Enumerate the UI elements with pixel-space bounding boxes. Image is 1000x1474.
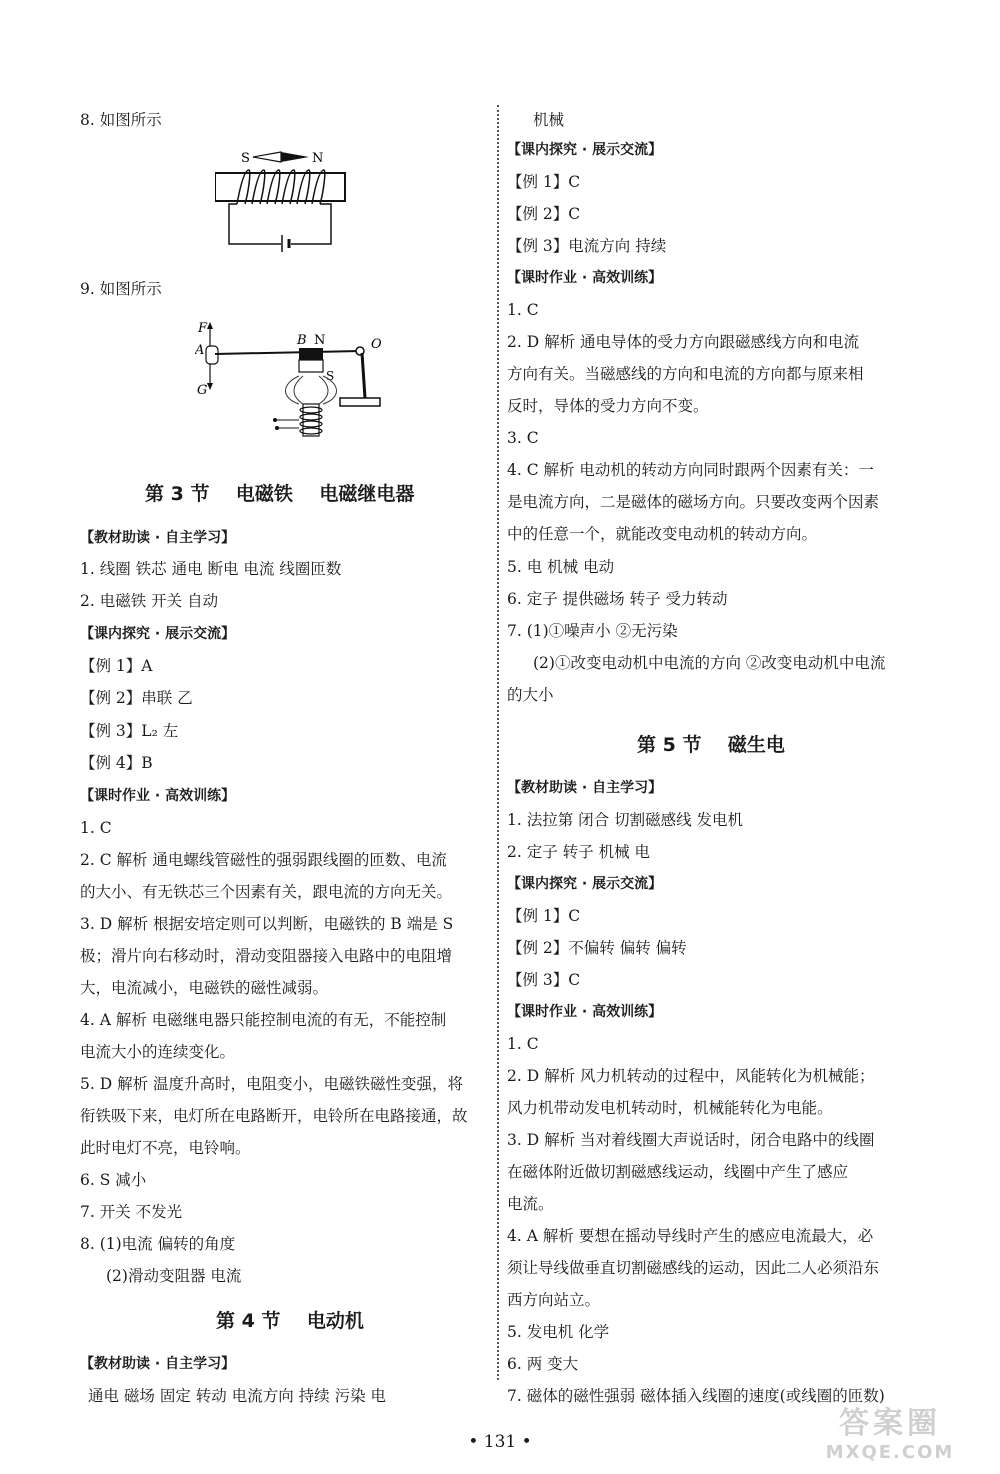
answer-line: 电流大小的连续变化。 [80,1043,236,1061]
fig2-label-o: O [371,337,382,352]
answer-line: 【例 4】B [80,754,153,772]
answer-line: 【例 1】A [80,657,153,675]
answer-line: 1. C [507,1035,539,1053]
answer-line: 【例 3】C [507,971,581,989]
fig2-label-b: B [297,333,307,348]
answer-line: (2)①改变电动机中电流的方向 ②改变电动机中电流 [533,654,886,672]
tag-homework: 【课时作业 · 高效训练】 [80,788,236,804]
column-divider [497,105,499,1380]
tag-class-exploration: 【课内探究 · 展示交流】 [80,626,236,642]
answer-line: 3. C [507,429,539,447]
lever-bar [215,351,360,354]
section-5-title: 第 5 节 磁生电 [637,734,785,756]
support-base [340,398,380,406]
compass-needle-north [281,152,309,162]
q9-label: 9. 如图所示 [80,280,162,298]
answer-line: 4. A 解析 要想在摇动导线时产生的感应电流最大，必 [507,1227,874,1245]
answer-line: 在磁体附近做切割磁感线运动，线圈中产生了感应 [507,1163,849,1181]
section-4-title: 第 4 节 电动机 [216,1310,364,1332]
solenoid-coil [237,170,325,204]
answer-line: 中的任意一个，就能改变电动机的转动方向。 [507,525,818,543]
answer-line: 机械 [533,111,565,129]
wire-left [229,204,281,244]
watermark-url: MXQE.COM [825,1442,955,1463]
fig2-label-s: S [326,369,335,383]
answer-line: 2. D 解析 通电导体的受力方向跟磁感线方向和电流 [507,333,859,351]
compass-needle-south [253,152,281,162]
answer-line: 是电流方向，二是磁体的磁场方向。只要改变两个因素 [507,493,880,511]
figure-electromagnet-lever [195,318,385,443]
answer-line: 2. C 解析 通电螺线管磁性的强弱跟线圈的匝数、电流 [80,851,447,869]
answer-line: 4. A 解析 电磁继电器只能控制电流的有无，不能控制 [80,1011,447,1029]
answer-line: 5. 电 机械 电动 [507,558,615,576]
answer-line: 反时，导体的受力方向不变。 [507,397,709,415]
tag-class-exploration: 【课内探究 · 展示交流】 [507,876,663,892]
answer-line: 【例 3】L₂ 左 [80,722,179,740]
answer-line: 3. D 解析 根据安培定则可以判断，电磁铁的 B 端是 S [80,915,454,933]
answer-line: 大，电流减小，电磁铁的磁性减弱。 [80,979,329,997]
answer-line: 须让导线做垂直切割磁感线的运动，因此二人必须沿东 [507,1259,880,1277]
answer-line: 【例 2】C [507,205,581,223]
fig1-label-n: N [312,151,324,166]
magnet-north [299,348,323,360]
tag-class-exploration: 【课内探究 · 展示交流】 [507,142,663,158]
page-number: • 131 • [468,1432,532,1452]
answer-line: 此时电灯不亮，电铃响。 [80,1139,251,1157]
answer-line: 4. C 解析 电动机的转动方向同时跟两个因素有关：一 [507,461,874,479]
answer-line: 1. 法拉第 闭合 切割磁感线 发电机 [507,811,743,829]
answer-line: 西方向站立。 [507,1291,601,1309]
answer-line: 通电 磁场 固定 转动 电流方向 持续 污染 电 [88,1387,386,1405]
figure-solenoid-compass [215,140,355,255]
answer-line: 方向有关。当磁感线的方向和电流的方向都与原来相 [507,365,864,383]
answer-line: 5. D 解析 温度升高时，电阻变小，电磁铁磁性变强，将 [80,1075,463,1093]
magnet-south [299,360,323,372]
answer-line: 2. 定子 转子 机械 电 [507,843,650,861]
answer-line: 【例 1】C [507,173,581,191]
answer-line: 的大小、有无铁芯三个因素有关，跟电流的方向无关。 [80,883,453,901]
tag-homework: 【课时作业 · 高效训练】 [507,270,663,286]
answer-line: 【例 2】不偏转 偏转 偏转 [507,939,687,957]
answer-line: 电流。 [507,1195,554,1213]
answer-line: 5. 发电机 化学 [507,1323,610,1341]
answer-line: 6. 定子 提供磁场 转子 受力转动 [507,590,728,608]
answer-line: 风力机带动发电机转动时，机械能转化为电能。 [507,1099,833,1117]
tag-textbook-guide: 【教材助读 · 自主学习】 [80,530,236,546]
support-post [362,353,365,398]
answer-line: 1. C [80,819,112,837]
answer-line: 2. 电磁铁 开关 自动 [80,592,219,610]
answer-line: 7. (1)①噪声小 ②无污染 [507,622,678,640]
answer-line: 6. S 减小 [80,1171,147,1189]
answer-line: 【例 2】串联 乙 [80,689,193,707]
answer-line: 的大小 [507,686,554,704]
q8-label: 8. 如图所示 [80,111,162,129]
site-watermark [790,1398,990,1468]
answer-line: 衔铁吸下来，电灯所在电路断开，电铃所在电路接通，故 [80,1107,468,1125]
answer-line: 3. D 解析 当对着线圈大声说话时，闭合电路中的线圈 [507,1131,875,1149]
weight-block [206,346,218,364]
answer-line: 1. 线圈 铁芯 通电 断电 电流 线圈匝数 [80,560,342,578]
answer-line: 2. D 解析 风力机转动的过程中，风能转化为机械能； [507,1067,875,1085]
watermark-logo-text: 答案圈 [839,1406,941,1441]
tag-textbook-guide: 【教材助读 · 自主学习】 [507,780,663,796]
answer-line: 【例 1】C [507,907,581,925]
fig1-label-s: S [241,151,250,166]
fig2-label-f: F [198,321,208,336]
fig2-label-n: N [314,333,326,348]
fig2-label-a: A [195,343,205,358]
answer-line: 1. C [507,301,539,319]
answer-line: 8. (1)电流 偏转的角度 [80,1235,236,1253]
answer-line: 7. 磁体的磁性强弱 磁体插入线圈的速度(或线圈的匝数) [507,1387,885,1405]
fig2-label-g: G [197,383,208,398]
wire-right [291,204,331,244]
answer-line: 极；滑片向右移动时，滑动变阻器接入电路中的电阻增 [80,947,453,965]
section-3-title: 第 3 节 电磁铁 电磁继电器 [145,483,415,505]
answer-line: (2)滑动变阻器 电流 [106,1267,242,1285]
answer-line: 6. 两 变大 [507,1355,579,1373]
answer-line: 7. 开关 不发光 [80,1203,183,1221]
tag-textbook-guide: 【教材助读 · 自主学习】 [80,1356,236,1372]
answer-line: 【例 3】电流方向 持续 [507,237,667,255]
tag-homework: 【课时作业 · 高效训练】 [507,1004,663,1020]
